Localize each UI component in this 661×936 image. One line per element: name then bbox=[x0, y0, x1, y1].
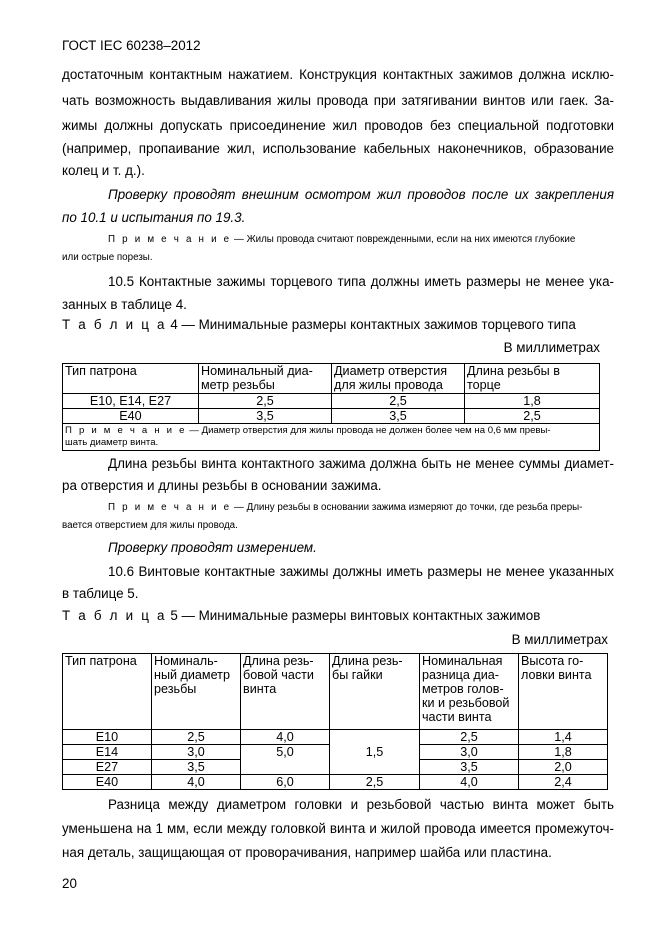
table-caption-text: 4 — Минимальные размеры контактных зажимов торцевого типа bbox=[166, 317, 576, 332]
paragraph-line: 10.6 Винтовые контактные зажимы должны иметь размеры не менее указанных bbox=[108, 564, 614, 579]
table-header-cell: Высота го- ловки винта bbox=[519, 654, 608, 730]
note-line: вается отверстием для жилы провода. bbox=[62, 520, 238, 531]
table-row bbox=[63, 730, 608, 745]
table-cell: 6,0 bbox=[241, 775, 330, 790]
table-header-cell: Номиналь- ный диаметр резьбы bbox=[152, 654, 241, 730]
table-header-cell: Номинальный диа- метр резьбы bbox=[199, 364, 332, 394]
document-header: ГОСТ IEC 60238–2012 bbox=[62, 38, 201, 53]
table-cell: E14 bbox=[63, 745, 152, 760]
paragraph-line: жимы должны допускать присоединение жил проводов без специальной подготовки bbox=[62, 118, 614, 133]
table-cell: 3,5 bbox=[332, 409, 465, 424]
table-cell: 2,5 bbox=[199, 394, 332, 409]
table-header-cell: Длина резь- бы гайки bbox=[330, 654, 420, 730]
table-units: В миллиметрах bbox=[511, 632, 608, 647]
table-cell: 2,5 bbox=[465, 409, 600, 424]
table-cell: 4,0 bbox=[152, 775, 241, 790]
table-caption-label: Т а б л и ц а bbox=[62, 317, 167, 332]
table-cell: 1,8 bbox=[465, 394, 600, 409]
note-text: — Жилы провода считают поврежденными, если на них имеются глубокие bbox=[231, 234, 576, 245]
table-5 bbox=[62, 653, 608, 790]
table-cell: 1,8 bbox=[519, 745, 608, 760]
page-number: 20 bbox=[62, 876, 77, 891]
table-4 bbox=[62, 363, 600, 451]
table-cell: E10, E14, E27 bbox=[63, 394, 199, 409]
table-units: В миллиметрах bbox=[503, 340, 600, 355]
note-label: П р и м е ч а н и е bbox=[108, 234, 232, 245]
table-header-cell: Диаметр отверстия для жилы провода bbox=[332, 364, 465, 394]
table-header-cell: Номинальная разница диа- метров голов- ки и резьбовой части винта bbox=[420, 654, 519, 730]
paragraph-line: уменьшена на 1 мм, если между головкой винта и жилой провода имеется промежуточ- bbox=[62, 821, 614, 836]
table-cell: 3,0 bbox=[420, 745, 519, 760]
paragraph-line: занных в таблице 4. bbox=[62, 297, 187, 312]
paragraph-line: Длина резьбы винта контактного зажима должна быть не менее суммы диамет- bbox=[108, 456, 614, 471]
table-row bbox=[63, 775, 608, 790]
table-caption bbox=[62, 317, 614, 333]
note-line: или острые порезы. bbox=[62, 252, 153, 263]
paragraph-line: в таблице 5. bbox=[62, 586, 139, 601]
table-cell: E27 bbox=[63, 760, 152, 775]
table-cell: 4,0 bbox=[241, 730, 330, 745]
table-caption bbox=[62, 608, 614, 624]
table-cell: E10 bbox=[63, 730, 152, 745]
paragraph-line: ра отверстия и длины резьбы в основании зажима. bbox=[62, 478, 382, 493]
table-cell: 2,4 bbox=[519, 775, 608, 790]
paragraph-line: Разница между диаметром головки и резьбовой частью винта может быть bbox=[108, 797, 614, 812]
table-row bbox=[63, 409, 600, 424]
note-line bbox=[108, 501, 614, 514]
check-paragraph-line: Проверку проводят измерением. bbox=[108, 540, 317, 555]
table-cell: 3,5 bbox=[152, 760, 241, 775]
table-header-cell: Длина резь- бовой части винта bbox=[241, 654, 330, 730]
table-header-cell: Длина резьбы в торце bbox=[465, 364, 600, 394]
table-cell: 3,5 bbox=[420, 760, 519, 775]
table-cell: 3,0 bbox=[152, 745, 241, 760]
paragraph-line: колец и т. д.). bbox=[62, 163, 145, 178]
note-text: — Диаметр отверстия для жилы провода не должен более чем на 0,6 мм превы- bbox=[186, 425, 551, 436]
note-label: П р и м е ч а н и е bbox=[108, 502, 232, 513]
note-text: шать диаметр винта. bbox=[65, 437, 159, 448]
paragraph-line: (например, пропаивание жил, использование кабельных наконечников, образование bbox=[62, 141, 614, 156]
table-header-cell: Тип патрона bbox=[63, 364, 199, 394]
paragraph-line: ная деталь, защищающая от проворачивания, например шайба или пластина. bbox=[62, 845, 552, 860]
table-cell: 2,5 bbox=[420, 730, 519, 745]
table-cell: 5,0 bbox=[241, 745, 330, 775]
table-cell: E40 bbox=[63, 409, 199, 424]
table-cell: 4,0 bbox=[420, 775, 519, 790]
table-cell: 2,5 bbox=[330, 775, 420, 790]
check-paragraph-line: Проверку проводят внешним осмотром жил проводов после их закрепления bbox=[108, 187, 614, 202]
note-label: П р и м е ч а н и е bbox=[65, 425, 187, 436]
table-row bbox=[63, 394, 600, 409]
table-note bbox=[63, 424, 600, 451]
paragraph-line: достаточным контактным нажатием. Конструкция контактных зажимов должна исклю- bbox=[62, 67, 614, 82]
table-cell: 2,5 bbox=[332, 394, 465, 409]
check-paragraph-line: по 10.1 и испытания по 19.3. bbox=[62, 210, 246, 225]
table-header-cell: Тип патрона bbox=[63, 654, 152, 730]
table-cell: 1,4 bbox=[519, 730, 608, 745]
table-cell: 3,5 bbox=[199, 409, 332, 424]
table-caption-text: 5 — Минимальные размеры винтовых контактных зажимов bbox=[166, 608, 541, 623]
paragraph-line: 10.5 Контактные зажимы торцевого типа должны иметь размеры не менее ука- bbox=[108, 274, 614, 289]
table-cell: E40 bbox=[63, 775, 152, 790]
note-text: — Длину резьбы в основании зажима измеряют до точки, где резьба преры- bbox=[231, 502, 583, 513]
paragraph-line: чать возможность выдавливания жилы провода при затягивании винтов или гаек. За- bbox=[62, 93, 614, 108]
table-cell: 2,0 bbox=[519, 760, 608, 775]
table-cell: 1,5 bbox=[330, 730, 420, 775]
table-caption-label: Т а б л и ц а bbox=[62, 608, 167, 623]
table-cell: 2,5 bbox=[152, 730, 241, 745]
note-line bbox=[108, 233, 614, 246]
